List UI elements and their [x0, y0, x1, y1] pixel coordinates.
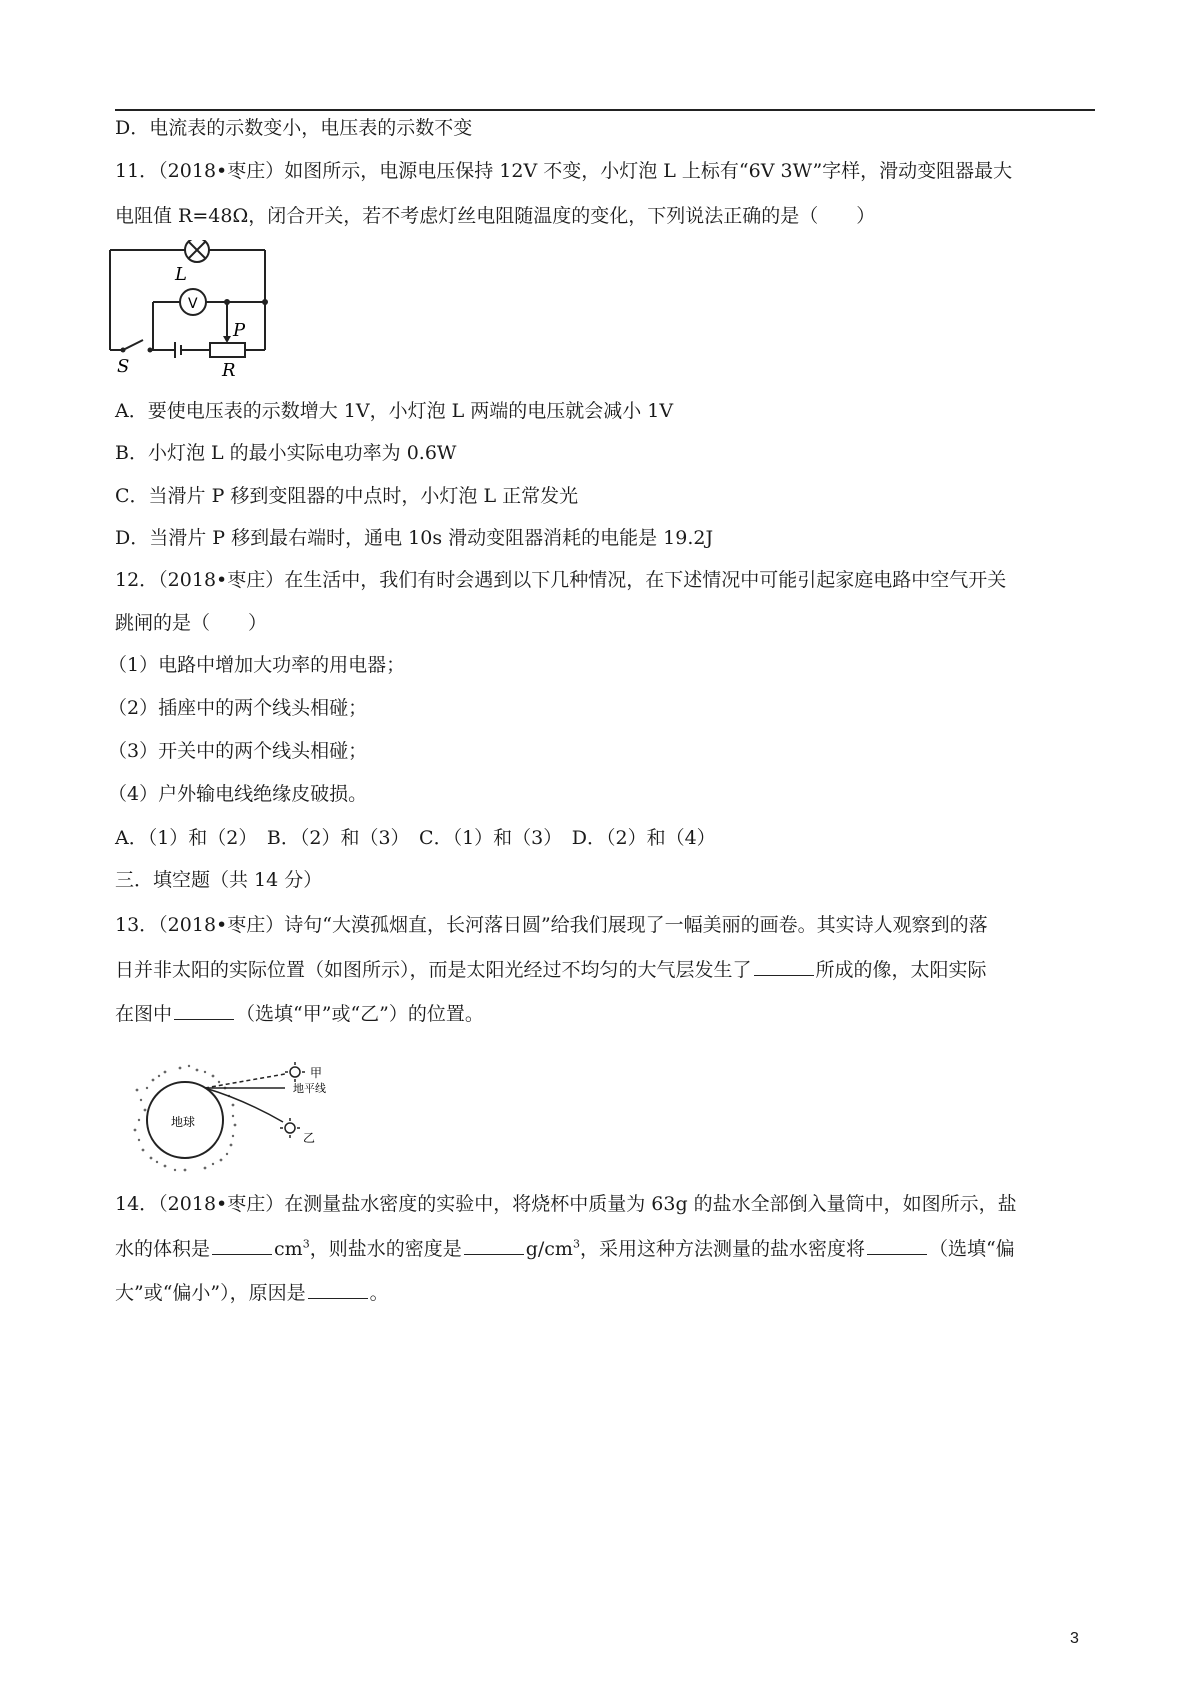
earth-label: 地球	[171, 1115, 196, 1129]
lamp-label: L	[175, 264, 187, 285]
answer-blank	[174, 1001, 234, 1020]
sun-a-icon	[285, 1062, 305, 1082]
sun-b-icon	[280, 1118, 300, 1138]
q11-option-a: A．要使电压表的示数增大 1V，小灯泡 L 两端的电压就会减小 1V	[115, 400, 674, 422]
answer-blank	[308, 1280, 368, 1299]
voltmeter-label: V	[188, 296, 198, 312]
q12-options: A．（1）和（2） B．（2）和（3） C．（1）和（3） D．（2）和（4）	[115, 827, 716, 849]
circuit-diagram	[105, 240, 290, 380]
q13-stem-line3: 在图中 （选填“甲”或“乙”）的位置。	[115, 1003, 484, 1025]
q12-item-4: （4）户外输电线绝缘皮破损。	[108, 783, 368, 805]
q11-stem-line2: 电阻值 R=48Ω，闭合开关，若不考虑灯丝电阻随温度的变化，下列说法正确的是（ ）	[115, 205, 876, 227]
q14-stem-line2: 水的体积是 $cm^3$，则盐水的密度是 $g/cm^3$，采用这种方法测量的盐水密度将 （选填“偏	[115, 1237, 1015, 1260]
answer-blank	[754, 957, 814, 976]
sunset-refraction-diagram	[125, 1060, 380, 1175]
q11-option-d: D．当滑片 P 移到最右端时，通电 10s 滑动变阻器消耗的电能是 19.2J	[115, 527, 714, 549]
q11-option-c: C．当滑片 P 移到变阻器的中点时，小灯泡 L 正常发光	[115, 485, 579, 507]
q11-stem-line1: 11．（2018•枣庄）如图所示，电源电压保持 12V 不变，小灯泡 L 上标有“6V 3W”字样，滑动变阻器最大	[115, 160, 1013, 182]
q12-item-2: （2）插座中的两个线头相碰；	[108, 697, 368, 719]
answer-blank	[867, 1236, 927, 1255]
horizon-label: 地平线	[293, 1082, 326, 1095]
answer-blank	[464, 1236, 524, 1255]
header-rule	[115, 109, 1095, 111]
q10-option-d: D．电流表的示数变小，电压表的示数不变	[115, 117, 473, 139]
q12-stem-line2: 跳闸的是（ ）	[115, 612, 268, 634]
switch-label: S	[117, 356, 130, 377]
q13-stem-line2: 日并非太阳的实际位置（如图所示），而是太阳光经过不均匀的大气层发生了 所成的像，太阳实际	[115, 959, 987, 981]
section-3-heading: 三．填空题（共 14 分）	[115, 869, 323, 891]
q12-item-1: （1）电路中增加大功率的用电器；	[108, 654, 406, 676]
q12-item-3: （3）开关中的两个线头相碰；	[108, 740, 368, 762]
sun-b-label: 乙	[303, 1131, 316, 1145]
q13-stem-line1: 13．（2018•枣庄）诗句“大漠孤烟直，长河落日圆”给我们展现了一幅美丽的画卷。其实诗人观察到的落	[115, 914, 988, 936]
q14-stem-line1: 14．（2018•枣庄）在测量盐水密度的实验中，将烧杯中质量为 63g 的盐水全部倒入量筒中，如图所示，盐	[115, 1193, 1017, 1215]
q14-stem-line3: 大”或“偏小”），原因是 。	[115, 1282, 389, 1304]
q12-stem-line1: 12．（2018•枣庄）在生活中，我们有时会遇到以下几种情况，在下述情况中可能引起家庭电路中空气开关	[115, 569, 1007, 591]
slider-label: P	[233, 320, 246, 341]
q11-option-b: B．小灯泡 L 的最小实际电功率为 0.6W	[115, 442, 457, 464]
page-number: 3	[1070, 1630, 1079, 1647]
sun-a-label: 甲	[310, 1066, 323, 1080]
answer-blank	[212, 1236, 272, 1255]
resistor-label: R	[222, 360, 236, 380]
